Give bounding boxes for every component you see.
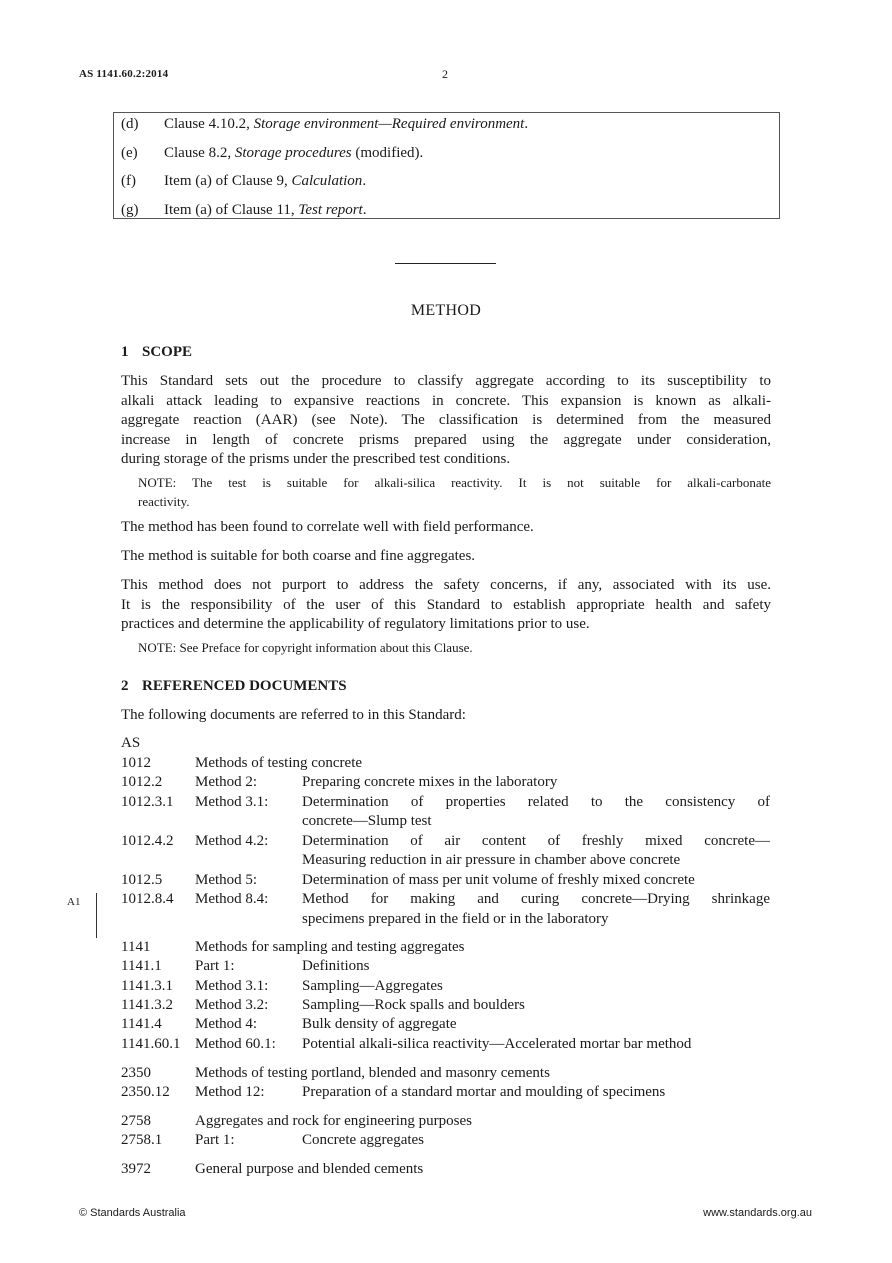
ref-code: 2350.12 [121, 1084, 170, 1100]
scope-paragraph-2: The method has been found to correlate well with field performance. [121, 519, 534, 535]
ref-code: 1141.3.2 [121, 997, 173, 1013]
ref-method: Method 4: [195, 1016, 258, 1032]
method-title: METHOD [410, 302, 482, 319]
scope-paragraph-3: The method is suitable for both coarse and fine aggregates. [121, 548, 476, 564]
ref-title: Potential alkali-silica reactivity—Accelerated mortar bar method [302, 1036, 692, 1052]
ref-code: 1012.4.2 [121, 833, 174, 849]
ref-code: 1012.3.1 [121, 794, 174, 810]
ref-method: Method 3.1: [195, 978, 269, 994]
paragraph-line: It is the responsibility of the user of this Standard to establish appropriate health and safety [121, 596, 771, 613]
amendment-change-bar [96, 893, 97, 938]
ref-title: Preparing concrete mixes in the laboratory [302, 774, 558, 790]
ref-method: Method 12: [195, 1084, 265, 1100]
amend-item-text: Clause 4.10.2, Storage environment—Required environment. [164, 116, 529, 132]
paragraph-line: This method does not purport to address the safety concerns, if any, associated with its use. [121, 577, 771, 593]
reference-group-label: AS [121, 735, 141, 751]
ref-series-title: Aggregates and rock for engineering purposes [195, 1113, 472, 1129]
scope-paragraph-4 [121, 576, 771, 635]
ref-code: 1141.60.1 [121, 1036, 181, 1052]
paragraph-line: practices and determine the applicability of regulatory limitations prior to use. [121, 616, 590, 633]
ref-title: Determination of mass per unit volume of freshly mixed concrete [302, 872, 695, 888]
paragraph-line: increase in length of concrete prisms prepared using the aggregate under consideration, [121, 431, 771, 448]
ref-method: Part 1: [195, 1132, 235, 1148]
note-line: NOTE: The test is suitable for alkali-silica reactivity. It is not suitable for alkali-carbonate [138, 475, 771, 490]
ref-code: 1141.1 [121, 958, 162, 974]
ref-title: Determination of properties related to the consistency of [302, 794, 770, 810]
scope-paragraph [121, 372, 771, 470]
ref-series-title: General purpose and blended cements [195, 1161, 424, 1177]
amend-item-label: (d) [121, 116, 139, 132]
ref-method: Part 1: [195, 958, 235, 974]
ref-title-continued: specimens prepared in the field or in the laboratory [302, 911, 609, 927]
ref-title: Method for making and curing concrete—Drying shrinkage [302, 891, 770, 907]
section-number: 2 [121, 678, 129, 694]
ref-code: 1012.8.4 [121, 891, 174, 907]
section-number: 1 [121, 344, 129, 360]
section-title: REFERENCED DOCUMENTS [142, 678, 347, 694]
ref-code: 2758.1 [121, 1132, 163, 1148]
ref-method: Method 2: [195, 774, 258, 790]
amend-item-label: (g) [121, 202, 139, 218]
ref-title-continued: Measuring reduction in air pressure in chamber above concrete [302, 852, 681, 868]
references-intro: The following documents are referred to in this Standard: [121, 707, 466, 723]
note-line: reactivity. [138, 494, 190, 509]
ref-method: Method 60.1: [195, 1036, 276, 1052]
ref-title: Sampling—Aggregates [302, 978, 443, 994]
ref-series-title: Methods of testing concrete [195, 755, 363, 771]
amendment-marker: A1 [67, 896, 81, 908]
footer-copyright: © Standards Australia [79, 1207, 186, 1219]
amend-item-label: (f) [121, 173, 136, 189]
amendment-list-box [113, 112, 780, 219]
section-title: SCOPE [142, 344, 193, 360]
amend-item-text: Clause 8.2, Storage procedures (modified). [164, 145, 424, 161]
ref-code: 1012.5 [121, 872, 163, 888]
paragraph-line: alkali attack leading to expansive reactions in concrete. This expansion is known as alkali- [121, 392, 771, 409]
copyright-note: NOTE: See Preface for copyright information about this Clause. [138, 640, 473, 655]
scope-note [138, 473, 771, 511]
ref-method: Method 8.4: [195, 891, 269, 907]
ref-code: 1012.2 [121, 774, 163, 790]
ref-code: 1012 [121, 755, 151, 771]
ref-code: 1141.3.1 [121, 978, 173, 994]
paragraph-line: during storage of the prisms under the prescribed test conditions. [121, 451, 511, 468]
ref-title: Preparation of a standard mortar and moulding of specimens [302, 1084, 666, 1100]
amend-item-text: Item (a) of Clause 11, Test report. [164, 202, 367, 218]
ref-code: 2758 [121, 1113, 151, 1129]
standard-number: AS 1141.60.2:2014 [79, 68, 169, 80]
divider-rule [395, 263, 496, 264]
ref-series-title: Methods of testing portland, blended and masonry cements [195, 1065, 550, 1081]
page-number: 2 [442, 67, 448, 81]
amend-item-label: (e) [121, 145, 138, 161]
ref-code: 1141.4 [121, 1016, 162, 1032]
ref-title: Sampling—Rock spalls and boulders [302, 997, 525, 1013]
ref-code: 2350 [121, 1065, 151, 1081]
ref-title: Definitions [302, 958, 370, 974]
ref-code: 1141 [121, 939, 151, 955]
ref-method: Method 3.1: [195, 794, 269, 810]
ref-series-title: Methods for sampling and testing aggregates [195, 939, 465, 955]
ref-code: 3972 [121, 1161, 151, 1177]
section-heading-references [121, 678, 347, 695]
ref-title: Bulk density of aggregate [302, 1016, 457, 1032]
section-heading-scope [121, 344, 192, 361]
ref-title: Determination of air content of freshly mixed concrete— [302, 833, 770, 849]
ref-title: Concrete aggregates [302, 1132, 425, 1148]
paragraph-line: aggregate reaction (AAR) (see Note). The classification is determined from the measured [121, 412, 771, 429]
amend-item-text: Item (a) of Clause 9, Calculation. [164, 173, 367, 189]
ref-method: Method 3.2: [195, 997, 269, 1013]
ref-title-continued: concrete—Slump test [302, 813, 432, 829]
paragraph-line: This Standard sets out the procedure to classify aggregate according to its susceptibility to [121, 373, 771, 389]
footer-website-link[interactable]: www.standards.org.au [703, 1207, 812, 1219]
ref-method: Method 5: [195, 872, 258, 888]
ref-method: Method 4.2: [195, 833, 269, 849]
